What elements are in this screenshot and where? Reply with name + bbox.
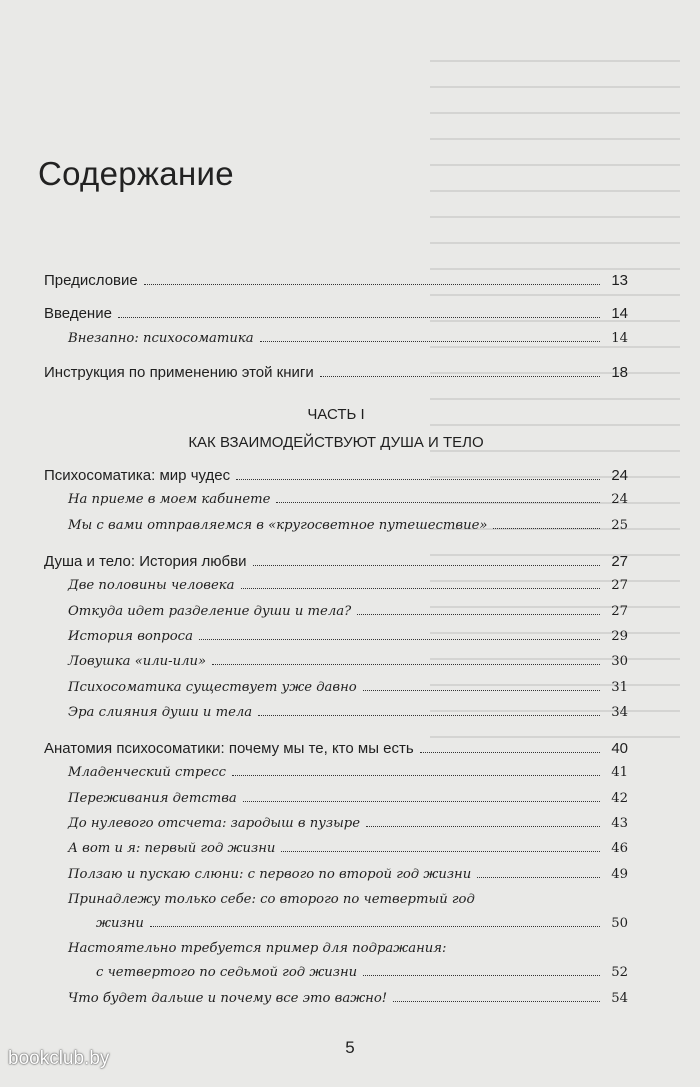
- entry-title: Внезапно: психосоматика: [68, 330, 254, 346]
- entry-page: 31: [611, 679, 628, 695]
- entry-page: 46: [611, 841, 628, 857]
- entry-title: Что будет дальше и почему все это важно!: [68, 990, 388, 1006]
- entry-page: 18: [611, 363, 628, 381]
- entry-title: Эра слияния души и тела: [68, 704, 253, 720]
- dot-leader: [276, 502, 600, 503]
- toc-chapter[interactable]: [44, 467, 628, 492]
- toc-subentry[interactable]: [44, 654, 628, 679]
- toc-subentry-line1[interactable]: [44, 892, 628, 916]
- entry-title: Психосоматика существует уже давно: [68, 679, 357, 695]
- toc-subentry[interactable]: [44, 492, 628, 517]
- toc-subentry[interactable]: [44, 705, 628, 730]
- entry-title: А вот и я: первый год жизни: [68, 841, 276, 857]
- toc-entry[interactable]: [44, 272, 628, 297]
- toc-subentry[interactable]: [44, 578, 628, 603]
- entry-title: Мы с вами отправляемся в «кругосветное путешествие»: [68, 517, 488, 533]
- entry-title: Переживания детства: [68, 790, 237, 806]
- watermark: bookclub.by: [8, 1048, 110, 1069]
- dot-leader: [363, 975, 600, 976]
- dot-leader: [212, 664, 600, 665]
- entry-title: Ловушка «или-или»: [68, 654, 207, 670]
- dot-leader: [260, 341, 600, 342]
- toc-subentry[interactable]: [44, 867, 628, 892]
- dot-leader: [199, 639, 600, 640]
- entry-page: 27: [611, 553, 628, 571]
- dot-leader: [236, 479, 600, 480]
- entry-page: 25: [611, 517, 628, 533]
- entry-page: 27: [611, 603, 628, 619]
- entry-title: Инструкция по применению этой книги: [44, 363, 314, 381]
- dot-leader: [241, 588, 600, 589]
- entry-title: Младенческий стресс: [68, 765, 226, 781]
- toc-subentry[interactable]: [44, 680, 628, 705]
- part-title: КАК ВЗАИМОДЕЙСТВУЮТ ДУША И ТЕЛО: [188, 434, 484, 452]
- entry-title: Введение: [44, 305, 112, 323]
- page-title: Содержание: [38, 155, 234, 192]
- dot-leader: [144, 284, 600, 285]
- entry-page: 42: [611, 790, 628, 806]
- entry-title: Ползаю и пускаю слюни: с первого по второй год жизни: [68, 866, 472, 882]
- chapter-title: Психосоматика: мир чудес: [44, 467, 231, 485]
- toc-subentry[interactable]: [44, 991, 628, 1016]
- dot-leader: [363, 690, 600, 691]
- toc-entry[interactable]: [44, 364, 628, 389]
- entry-title: Принадлежу только себе: со второго по четвертый год: [68, 891, 475, 907]
- dot-leader: [118, 317, 600, 318]
- toc-subentry-line2[interactable]: [44, 965, 628, 990]
- dot-leader: [253, 565, 601, 566]
- entry-page: 34: [611, 704, 628, 720]
- chapter-title: Душа и тело: История любви: [44, 553, 247, 571]
- entry-page: 14: [611, 305, 628, 323]
- dot-leader: [366, 826, 600, 827]
- toc-subentry[interactable]: [44, 841, 628, 866]
- toc-subentry[interactable]: [44, 791, 628, 816]
- dot-leader: [320, 376, 600, 377]
- entry-page: 14: [611, 330, 628, 346]
- toc-subentry[interactable]: [44, 765, 628, 790]
- toc-subentry[interactable]: [44, 816, 628, 841]
- dot-leader: [357, 614, 600, 615]
- toc-chapter[interactable]: [44, 740, 628, 765]
- entry-page: 13: [611, 272, 628, 289]
- entry-title: Откуда идет разделение души и тела?: [68, 603, 352, 619]
- entry-page: 24: [611, 467, 628, 485]
- dot-leader: [477, 877, 600, 878]
- entry-title: История вопроса: [68, 628, 193, 644]
- dot-leader: [393, 1001, 600, 1002]
- entry-page: 40: [611, 740, 628, 758]
- entry-title: На приеме в моем кабинете: [68, 492, 271, 508]
- dot-leader: [420, 752, 600, 753]
- entry-page: 27: [611, 578, 628, 594]
- toc-subentry[interactable]: [44, 331, 628, 356]
- dot-leader: [232, 775, 600, 776]
- toc-subentry-line1[interactable]: [44, 941, 628, 965]
- toc-subentry-line2[interactable]: [44, 916, 628, 941]
- table-of-contents: [44, 272, 628, 1016]
- dot-leader: [258, 715, 600, 716]
- entry-page: 43: [611, 816, 628, 832]
- toc-subentry[interactable]: [44, 629, 628, 654]
- entry-title: Настоятельно требуется пример для подражания:: [68, 941, 447, 957]
- toc-entry[interactable]: [44, 305, 628, 330]
- entry-title-cont: с четвертого по седьмой год жизни: [96, 965, 358, 981]
- entry-title: Две половины человека: [68, 578, 235, 594]
- entry-page: 49: [611, 866, 628, 882]
- dot-leader: [243, 801, 600, 802]
- part-heading: [44, 401, 628, 457]
- entry-title-cont: жизни: [96, 915, 144, 931]
- entry-title: До нулевого отсчета: зародыш в пузыре: [68, 816, 361, 832]
- entry-page: 30: [611, 654, 628, 670]
- entry-page: 54: [611, 990, 628, 1006]
- entry-title: Предисловие: [44, 272, 138, 289]
- entry-page: 52: [611, 965, 628, 981]
- entry-page: 41: [611, 765, 628, 781]
- toc-subentry[interactable]: [44, 604, 628, 629]
- toc-chapter[interactable]: [44, 553, 628, 578]
- entry-page: 24: [611, 492, 628, 508]
- dot-leader: [281, 851, 600, 852]
- page-number: 5: [345, 1038, 355, 1057]
- chapter-title: Анатомия психосоматики: почему мы те, кто мы есть: [44, 740, 414, 758]
- toc-subentry[interactable]: [44, 518, 628, 543]
- entry-page: 29: [611, 628, 628, 644]
- entry-page: 50: [611, 915, 628, 931]
- dot-leader: [493, 528, 600, 529]
- dot-leader: [150, 926, 600, 927]
- part-label: ЧАСТЬ I: [307, 406, 365, 424]
